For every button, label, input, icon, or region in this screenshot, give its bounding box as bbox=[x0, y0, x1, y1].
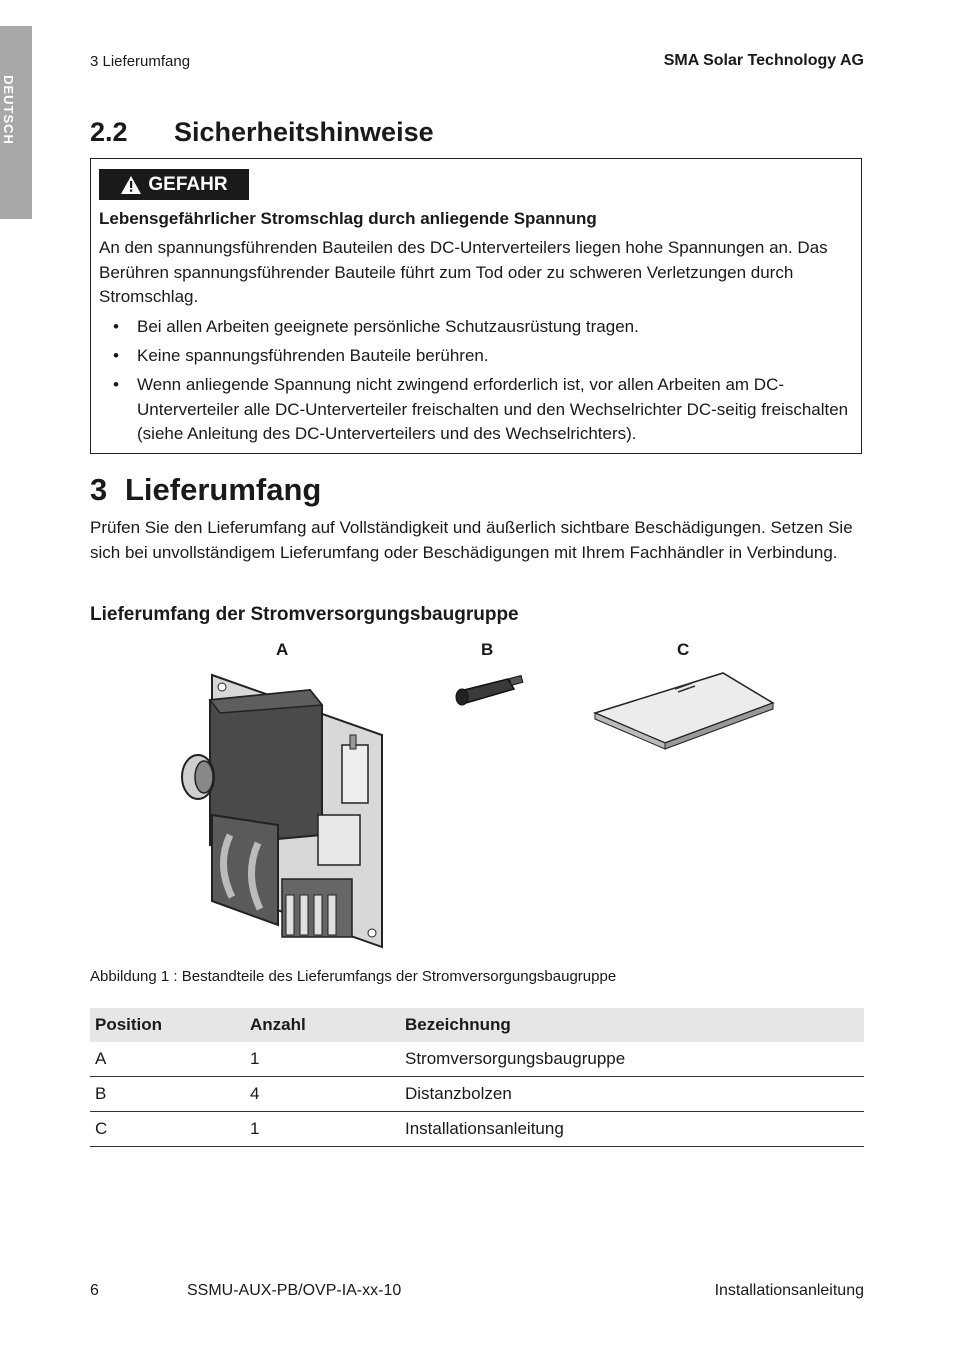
list-item: • Bei allen Arbeiten geeignete persönliche Schutzausrüstung tragen. bbox=[113, 317, 639, 336]
section-number: 2.2 bbox=[90, 117, 128, 147]
cell-position: C bbox=[90, 1112, 245, 1147]
list-item: • Wenn anliegende Spannung nicht zwingend erforderlich ist, vor allen Arbeiten am DC-Unterverteiler alle DC-Unterverteiler freischalten und den Wechselrichter DC-seitig freischalten (siehe Anleitung des DC-Unterverteilers und des Wechselrichters). bbox=[113, 375, 849, 443]
section-title: Lieferumfang bbox=[125, 472, 322, 507]
list-item: • Keine spannungsführenden Bauteile berühren. bbox=[113, 346, 489, 365]
parts-table bbox=[90, 1008, 864, 1147]
cell-quantity: 4 bbox=[245, 1077, 400, 1112]
cell-description: Stromversorgungsbaugruppe bbox=[400, 1042, 864, 1077]
table-row bbox=[90, 1077, 864, 1112]
figure-caption: Abbildung 1 : Bestandteile des Lieferumfangs der Stromversorgungsbaugruppe bbox=[90, 968, 617, 985]
footer-document-id: SSMU-AUX-PB/OVP-IA-xx-10 bbox=[187, 1282, 402, 1299]
danger-title: Lebensgefährlicher Stromschlag durch anliegende Spannung bbox=[99, 209, 597, 228]
section-number: 3 bbox=[90, 472, 108, 507]
cell-description: Distanzbolzen bbox=[400, 1077, 864, 1112]
cell-quantity: 1 bbox=[245, 1112, 400, 1147]
cell-position: A bbox=[90, 1042, 245, 1077]
table-row bbox=[90, 1042, 864, 1077]
language-label: DEUTSCH bbox=[1, 75, 16, 145]
cell-quantity: 1 bbox=[245, 1042, 400, 1077]
footer-document-type: Installationsanleitung bbox=[714, 1282, 864, 1299]
installation-manual-illustration bbox=[595, 673, 773, 749]
danger-notice-box bbox=[90, 158, 862, 454]
danger-text: An den spannungsführenden Bauteilen des DC-Unterverteilers liegen hohe Spannungen an. Das Berühren spannungsführender Bauteile führt zum Tod oder zu schweren Verletzungen durch Stromschlag. bbox=[99, 238, 828, 306]
section-heading-3 bbox=[90, 472, 321, 508]
footer-page-number: 6 bbox=[90, 1282, 99, 1299]
section-title: Sicherheitshinweise bbox=[174, 117, 434, 147]
header-section: 3 Lieferumfang bbox=[90, 53, 191, 70]
figure-label-a: A bbox=[276, 640, 289, 659]
column-header-quantity: Anzahl bbox=[245, 1008, 400, 1042]
figure-label-c: C bbox=[677, 640, 690, 659]
section-heading-2-2 bbox=[90, 117, 434, 148]
warning-triangle-icon bbox=[120, 175, 142, 195]
column-header-position: Position bbox=[90, 1008, 245, 1042]
danger-badge bbox=[99, 169, 249, 200]
table-header-row bbox=[90, 1008, 864, 1042]
column-header-description: Bezeichnung bbox=[400, 1008, 864, 1042]
header-company: SMA Solar Technology AG bbox=[663, 52, 864, 69]
language-side-tab bbox=[0, 26, 32, 219]
danger-bullet-list bbox=[99, 315, 851, 451]
cell-position: B bbox=[90, 1077, 245, 1112]
subheading: Lieferumfang der Stromversorgungsbaugruppe bbox=[90, 604, 519, 625]
figure-label-b: B bbox=[481, 640, 494, 659]
delivery-figure bbox=[170, 665, 790, 960]
power-supply-board-illustration bbox=[182, 675, 382, 947]
cell-description: Installationsanleitung bbox=[400, 1112, 864, 1147]
standoff-bolt-illustration bbox=[456, 676, 523, 705]
danger-badge-label: GEFAHR bbox=[148, 173, 228, 195]
intro-paragraph: Prüfen Sie den Lieferumfang auf Vollständigkeit und äußerlich sichtbare Beschädigungen. Setzen Sie sich bei unvollständigem Lieferumfang oder Beschädigungen mit Ihrem Fachhändler in Verbindung. bbox=[90, 518, 853, 562]
table-row bbox=[90, 1112, 864, 1147]
